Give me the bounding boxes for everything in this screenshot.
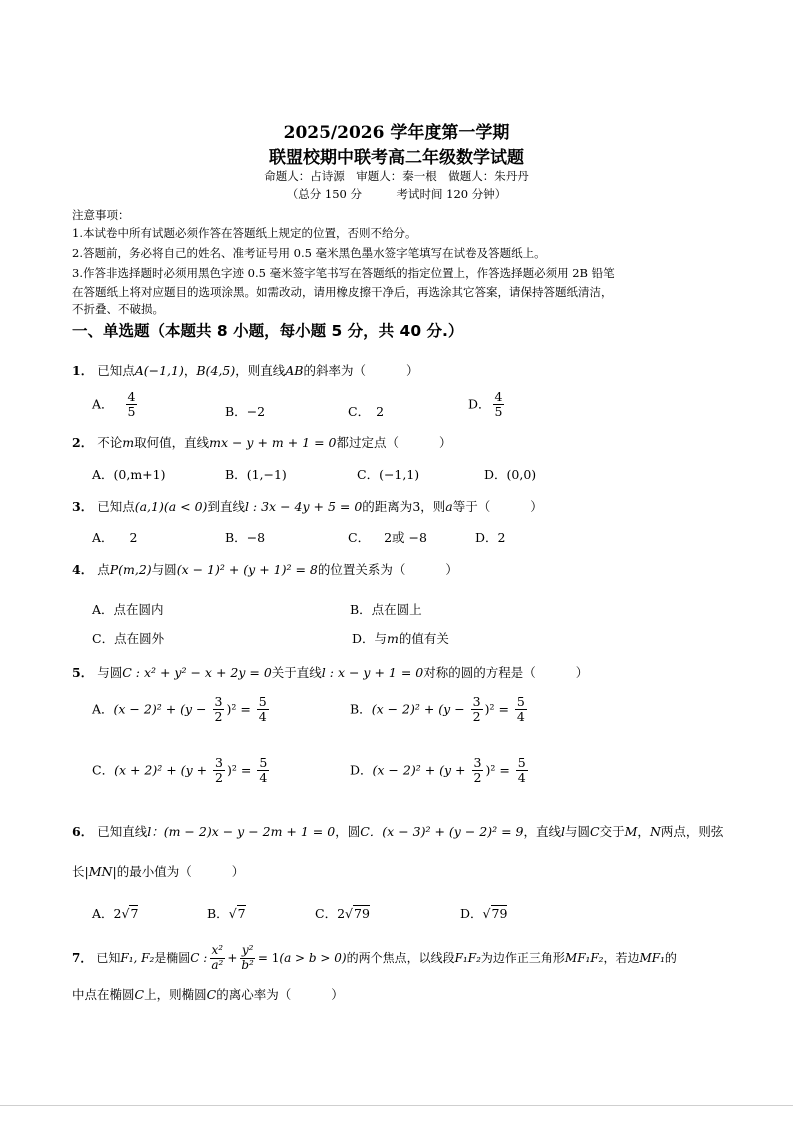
exam-title-line1: 2025/2026 学年度第一学期 (283, 123, 510, 143)
question-5-stem: 5． 与圆C : x² + y² − x + 2y = 0关于直线l : x − y + 1 = 0对称的圆的方程是（ ） (72, 665, 589, 680)
question-6-option-a: A．2√7 (92, 906, 139, 921)
note-item-3-end: 不折叠、不破损。 (72, 302, 164, 316)
question-6-option-c: C．2√79 (315, 906, 370, 921)
question-2-option-c: C．(−1,1) (357, 467, 420, 482)
question-2-option-a: A．(0,m+1) (92, 467, 166, 482)
page-bottom-divider (0, 1105, 793, 1106)
question-6-stem: 6． 已知直线l：(m − 2)x − y − 2m + 1 = 0，圆C．(x − 3)² + (y − 2)² = 9，直线l与圆C交于M，N两点，则弦 (72, 824, 724, 839)
question-2-option-d: D．(0,0) (484, 467, 537, 482)
question-7-stem: 7． 已知F₁, F₂是椭圆C : $\frac{\text{x²}}{\text{a²}}$ + $\frac{\text{y²}}{\text{b²}}$ = 1(a > b > 0)的两个焦点，以线段F₁F₂为边作正三角形MF₁F₂，若边MF₁的 (72, 943, 677, 972)
question-5-option-a: A．(x − 2)² + (y − $\frac{3}{2}$ )² = $\frac{5}{4}$ (92, 694, 267, 725)
question-3-option-c: C． 2或 −8 (348, 530, 427, 545)
question-3-stem: 3． 已知点(a,1)(a < 0)到直线l : 3x − 4y + 5 = 0的距离为3，则a等于（ ） (72, 499, 543, 514)
question-5-option-d: D．(x − 2)² + (y + $\frac{3}{2}$ )² = $\frac{5}{4}$ (350, 755, 526, 786)
question-4-stem: 4． 点P(m,2)与圆(x − 1)² + (y + 1)² = 8的位置关系为（ ） (72, 562, 458, 577)
question-3-option-a: A． 2 (92, 530, 138, 545)
note-item-3-cont: 在答题纸上将对应题目的选项涂黑。如需改动，请用橡皮擦干净后，再选涂其它答案，请保持答题纸清洁， (72, 285, 613, 299)
exam-title-line2: 联盟校期中联考高二年级数学试题 (269, 148, 524, 168)
section-title: 一、单选题（本题共 8 小题，每小题 5 分，共 40 分.） (72, 322, 464, 340)
note-item-3: 3.作答非选择题时必须用黑色字迹 0.5 毫米签字笔书写在答题纸的指定位置上，作答选择题必须用 2B 铅笔 (72, 266, 615, 280)
note-item-2: 2.答题前，务必将自己的姓名、准考证号用 0.5 毫米黑色墨水签字笔填写在试卷及答题纸上。 (72, 246, 546, 260)
question-6-option-d: D．√79 (460, 906, 508, 921)
question-6-stem-cont: 长|MN|的最小值为（ ） (72, 864, 245, 879)
question-4-option-c: C．点在圆外 (92, 631, 165, 646)
question-1-stem: 1． 已知点A(−1,1)，B(4,5)，则直线AB的斜率为（ ） (72, 363, 419, 378)
question-4-option-b: B．点在圆上 (350, 602, 422, 617)
question-1-option-a: A． $\frac{4}{5}$ (92, 389, 136, 420)
question-2-option-b: B．(1,−1) (225, 467, 287, 482)
question-6-option-b: B．√7 (207, 906, 246, 921)
notes-heading: 注意事项： (72, 208, 130, 222)
question-5-option-b: B．(x − 2)² + (y − $\frac{3}{2}$ )² = $\frac{5}{4}$ (350, 694, 525, 725)
question-1-option-c: C． 2 (348, 404, 385, 419)
question-7-stem-cont: 中点在椭圆C上，则椭圆C的离心率为（ ） (72, 987, 344, 1002)
question-3-option-b: B．−8 (225, 530, 266, 545)
question-1-option-d: D． $\frac{4}{5}$ (468, 389, 503, 420)
exam-authors: 命题人：占诗源 审题人：秦一根 做题人：朱丹丹 (264, 169, 529, 183)
question-4-option-d: D．与m的值有关 (352, 631, 449, 646)
question-4-option-a: A．点在圆内 (92, 602, 164, 617)
note-item-1: 1.本试卷中所有试题必须作答在答题纸上规定的位置，否则不给分。 (72, 226, 417, 240)
question-2-stem: 2． 不论m取何值，直线mx − y + m + 1 = 0都过定点（ ） (72, 435, 452, 450)
question-1-option-b: B．−2 (225, 404, 266, 419)
exam-meta: （总分 150 分 考试时间 120 分钟） (286, 187, 507, 201)
question-5-option-c: C．(x + 2)² + (y + $\frac{3}{2}$ )² = $\frac{5}{4}$ (92, 755, 268, 786)
question-3-option-d: D．2 (475, 530, 506, 545)
